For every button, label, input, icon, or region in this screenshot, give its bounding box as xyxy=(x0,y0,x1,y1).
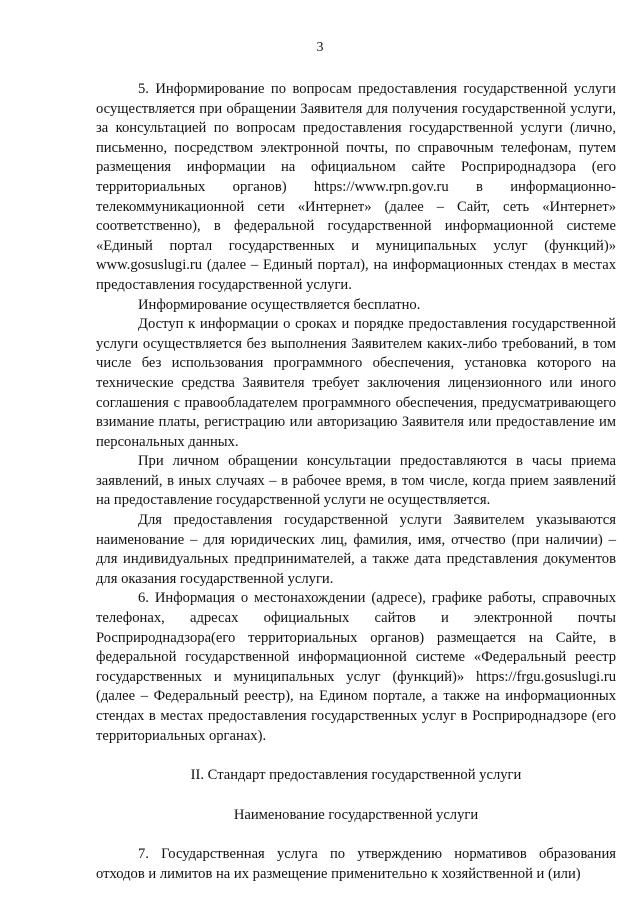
spacer xyxy=(96,825,616,845)
paragraph-personal-visit: При личном обращении консультации предоставляются в часы приема заявлений, в иных случаях – в рабочее время, в том числе, когда прием заявлений на предоставление государственной услуги не осуществляется. xyxy=(96,453,616,509)
paragraph-free-of-charge: Информирование осуществляется бесплатно. xyxy=(138,296,421,313)
paragraph-applicant-data: Для предоставления государственной услуги Заявителем указываются наименование – для юридических лиц, фамилия, имя, отчество (при наличии) – для индивидуальных предпринимателей, а также дата представления документов для оказания государственной услуги. xyxy=(96,512,616,587)
document-body xyxy=(96,80,616,885)
paragraph-7: 7. Государственная услуга по утверждению нормативов образования отходов и лимитов на их размещение применительно к хозяйственной и (или) xyxy=(96,846,616,882)
paragraph-5: 5. Информирование по вопросам предоставления государственной услуги осуществляется при обращении Заявителя для получения государственной услуги, за консультацией по вопросам предоставления государственной услуги (лично, письменно, посредством электронной почты, по справочным телефонам, путем размещения информации на официальном сайте Росприроднадзора (его территориальных органов) https://www.rpn.gov.ru в информационно-телекоммуникационной сети «Интернет» (далее – Сайт, сеть «Интернет» соответственно), в федеральной государственной информационной системе «Единый портал государственных и муниципальных услуг (функций)» www.gosuslugi.ru (далее – Единый портал), на информационных стендах в местах предоставления государственной услуги. xyxy=(96,81,616,293)
subsection-heading: Наименование государственной услуги xyxy=(233,806,479,823)
spacer xyxy=(96,746,616,766)
spacer xyxy=(96,786,616,806)
paragraph-6: 6. Информация о местонахождении (адресе), графике работы, справочных телефонах, адресах официальных сайтов и электронной почты Росприроднадзора(его территориальных органов) размещается на Сайте, в федеральной государственной информационной системе «Федеральный реестр государственных и муниципальных услуг (функций)» https://frgu.gosuslugi.ru (далее – Федеральный реестр), на Едином портале, а также на информационных стендах в местах предоставления государственных услуг в Росприроднадзоре (его территориальных органах). xyxy=(96,590,616,744)
section-heading: II. Стандарт предоставления государственной услуги xyxy=(190,767,522,784)
paragraph-access: Доступ к информации о сроках и порядке предоставления государственной услуги осуществляется без выполнения Заявителем каких-либо требований, в том числе без использования программного обеспечения, установка которого на технические средства Заявителя требует заключения лицензионного или иного соглашения с правообладателем программного обеспечения, предусматривающего взимание платы, регистрацию или авторизацию Заявителя или предоставление им персональных данных. xyxy=(96,316,616,450)
page-number: 3 xyxy=(316,40,324,55)
